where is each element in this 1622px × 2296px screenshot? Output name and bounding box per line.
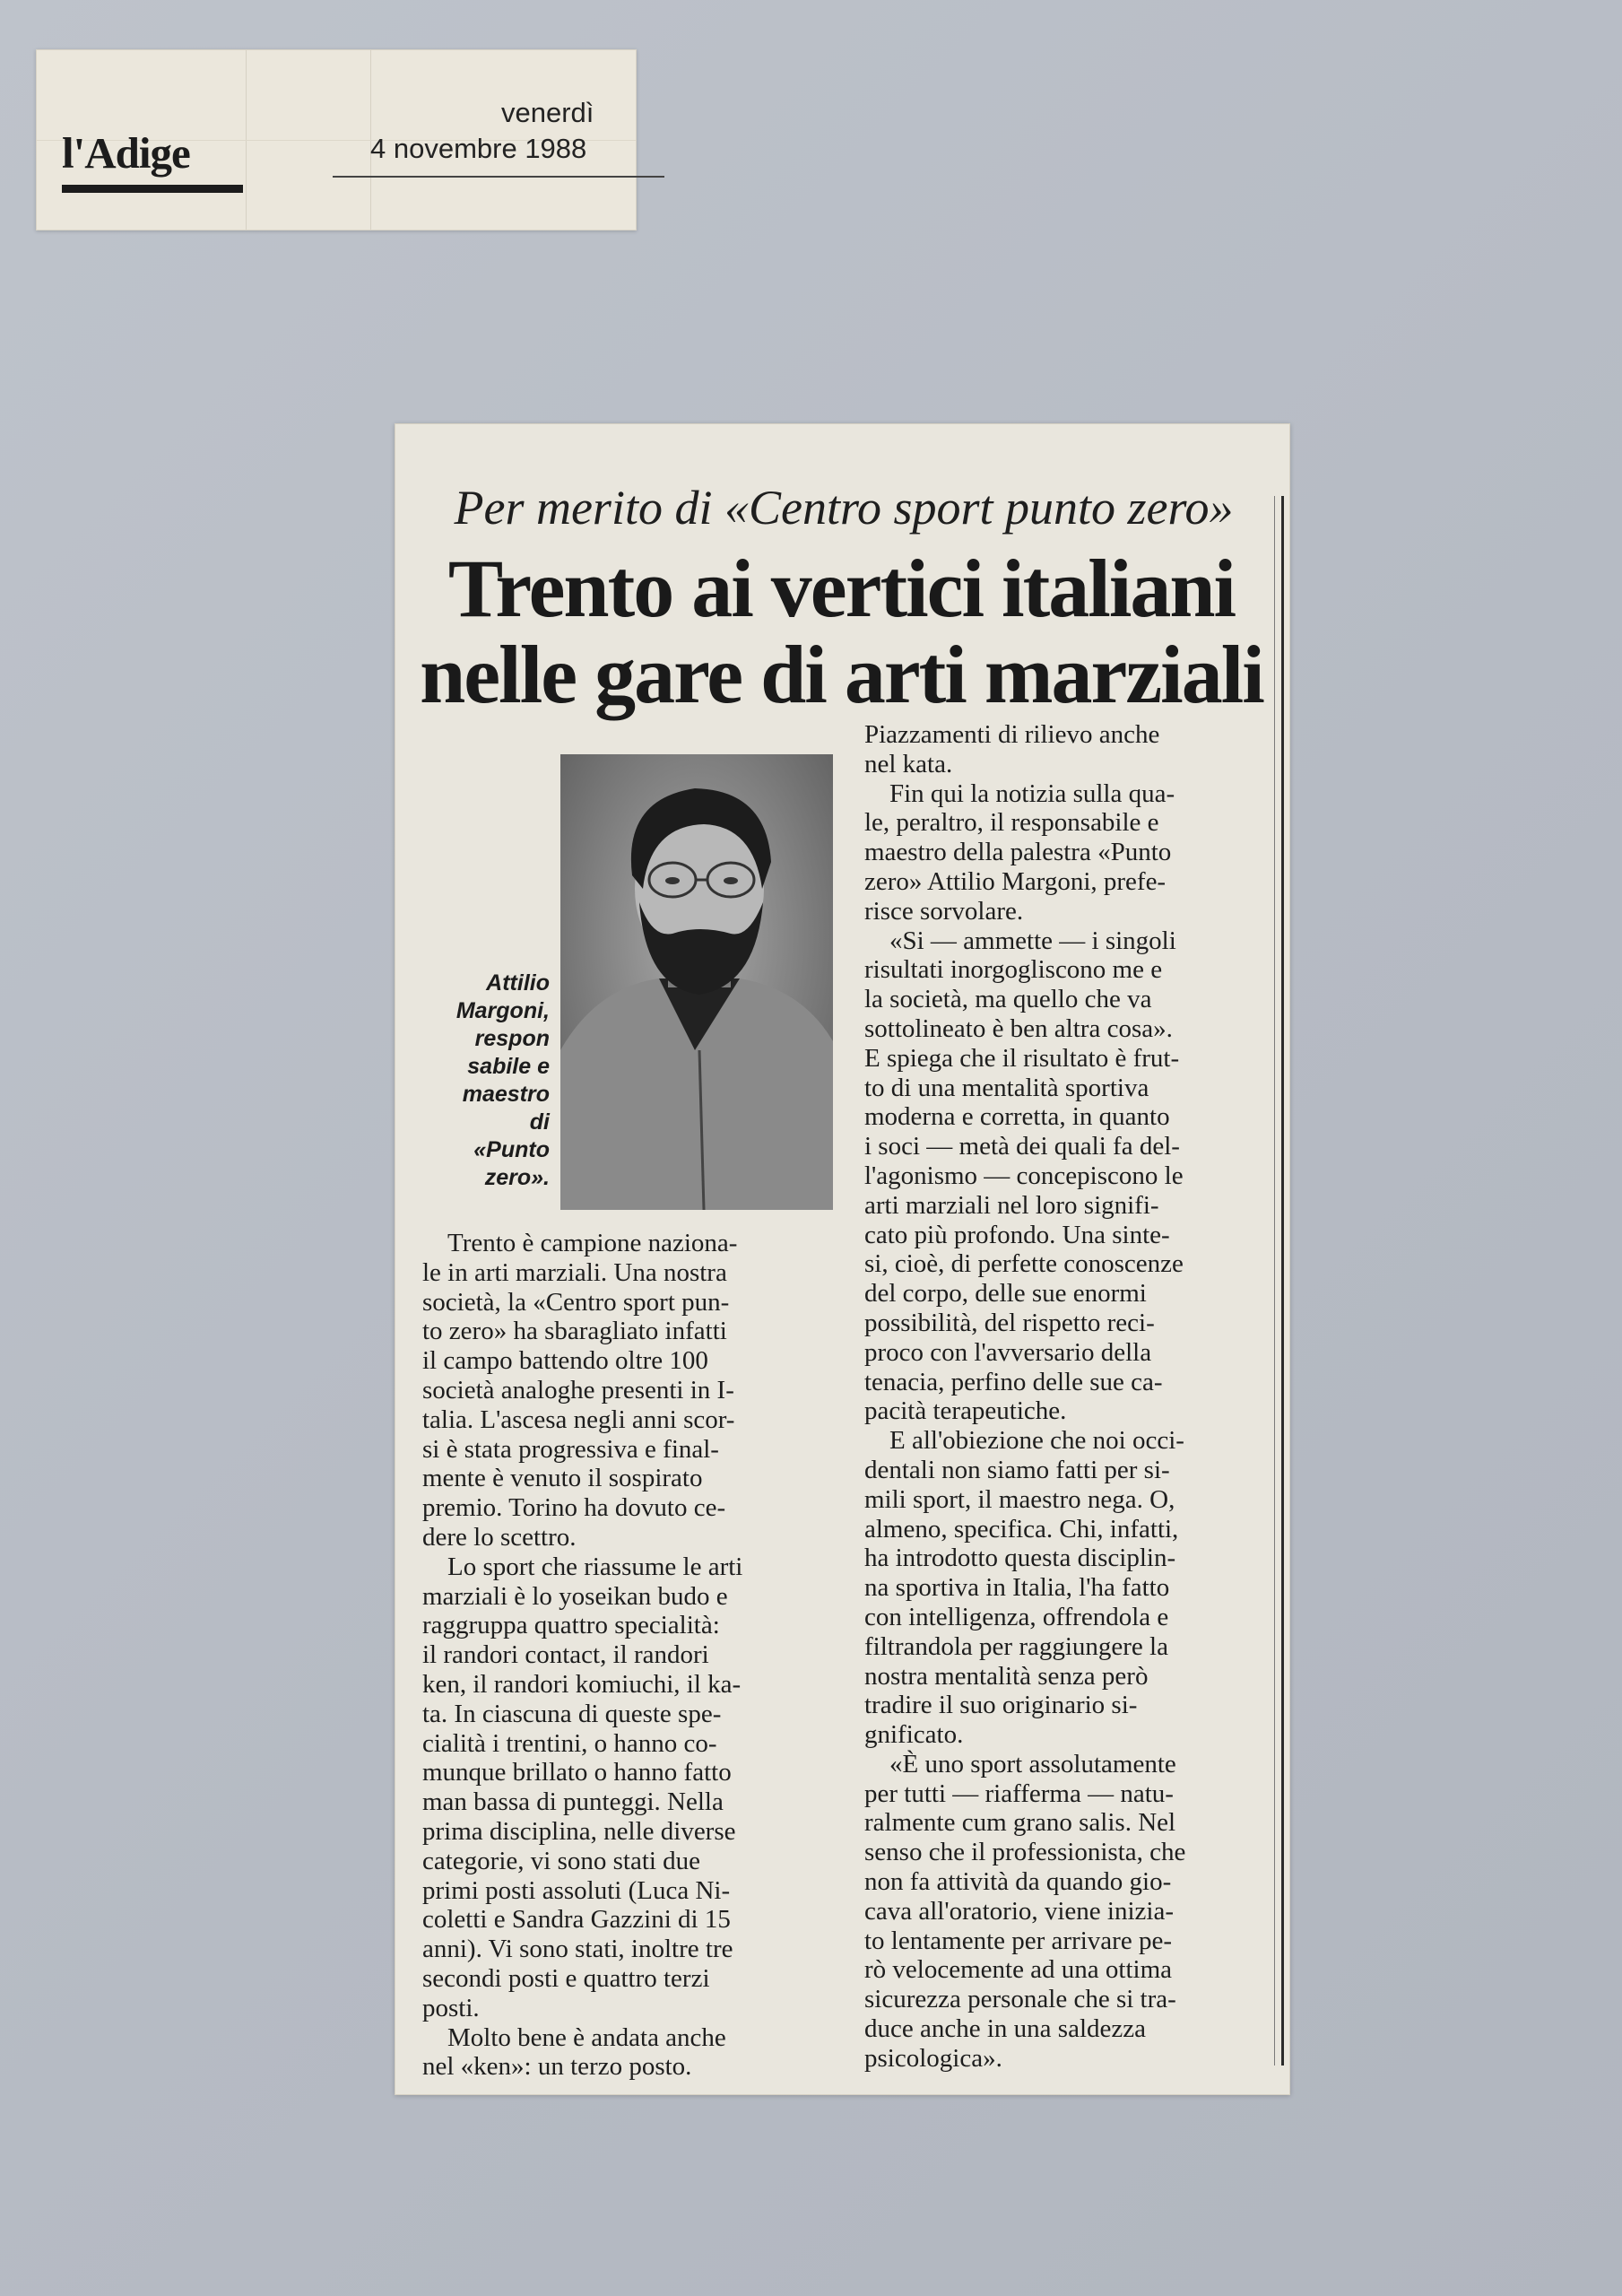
article-text-line: man bassa di punteggi. Nella bbox=[422, 1787, 724, 1817]
article-text-line: l'agonismo — concepiscono le bbox=[864, 1161, 1184, 1190]
article-text-line: ralmente cum grano salis. Nel bbox=[864, 1808, 1176, 1838]
article-text-line: prima disciplina, nelle diverse bbox=[422, 1816, 736, 1846]
article-text-line: del corpo, delle sue enormi bbox=[864, 1279, 1147, 1309]
article-text-line: pacità terapeutiche. bbox=[864, 1396, 1067, 1426]
article-text-line: ta. In ciascuna di queste spe- bbox=[422, 1699, 722, 1728]
article-text-line: raggruppa quattro specialità: bbox=[422, 1611, 720, 1640]
article-text-line: na sportiva in Italia, l'ha fatto bbox=[864, 1573, 1170, 1603]
article-text-line: ha introdotto questa disciplin- bbox=[864, 1544, 1176, 1573]
article-text-line: nel kata. bbox=[864, 749, 953, 778]
article-kicker: Per merito di «Centro sport punto zero» bbox=[454, 481, 1234, 535]
portrait-image bbox=[560, 754, 833, 1210]
article-text-line: marziali è lo yoseikan budo e bbox=[422, 1581, 728, 1611]
article-text-line: mente è venuto il sospirato bbox=[422, 1464, 703, 1493]
article-text-line: Piazzamenti di rilievo anche bbox=[864, 720, 1160, 749]
article-text-line: tradire il suo originario si- bbox=[864, 1691, 1138, 1720]
article-text-line: arti marziali nel loro signifi- bbox=[864, 1190, 1159, 1220]
article-text-line: si è stata progressiva e final- bbox=[422, 1434, 719, 1464]
column-rule bbox=[1281, 496, 1284, 2066]
caption-line: di bbox=[529, 1109, 550, 1135]
masthead-clipping bbox=[36, 49, 637, 230]
caption-line: zero». bbox=[484, 1165, 550, 1190]
publication-day: venerdì bbox=[501, 97, 594, 128]
article-text-line: anni). Vi sono stati, inoltre tre bbox=[422, 1935, 733, 1964]
article-text-line: Molto bene è andata anche bbox=[447, 2022, 726, 2052]
article-text-line: cialità i trentini, o hanno co- bbox=[422, 1728, 717, 1758]
article-text-line: con intelligenza, offrendola e bbox=[864, 1602, 1169, 1631]
article-text-line: dentali non siamo fatti per si- bbox=[864, 1455, 1170, 1484]
article-column-left bbox=[422, 1229, 835, 2082]
article-text-line: psicologica». bbox=[864, 2043, 1002, 2073]
article-text-line: sottolineato è ben altra cosa». bbox=[864, 1013, 1173, 1043]
article-text-line: premio. Torino ha dovuto ce- bbox=[422, 1493, 726, 1523]
article-text-line: per tutti — riafferma — natu- bbox=[864, 1779, 1174, 1808]
article-text-line: risultati inorgogliscono me e bbox=[864, 955, 1163, 985]
article-text-line: non fa attività da quando gio- bbox=[864, 1867, 1172, 1897]
article-text-line: le in arti marziali. Una nostra bbox=[422, 1257, 727, 1287]
article-text-line: si, cioè, di perfette conoscenze bbox=[864, 1249, 1184, 1279]
article-text-line: to lentamente per arrivare pe- bbox=[864, 1926, 1172, 1955]
article-column-right bbox=[864, 720, 1266, 2074]
article-text-line: proco con l'avversario della bbox=[864, 1337, 1152, 1367]
article-text-line: gnificato. bbox=[864, 1720, 964, 1750]
article-text-line: zero» Attilio Margoni, prefe- bbox=[864, 866, 1167, 896]
article-text-line: to di una mentalità sportiva bbox=[864, 1073, 1149, 1102]
article-text-line: nostra mentalità senza però bbox=[864, 1661, 1149, 1691]
article-text-line: società, la «Centro sport pun- bbox=[422, 1287, 730, 1317]
article-text-line: mili sport, il maestro nega. O, bbox=[864, 1484, 1175, 1514]
article-text-line: tenacia, perfino delle sue ca- bbox=[864, 1367, 1163, 1396]
article-text-line: munque brillato o hanno fatto bbox=[422, 1758, 732, 1787]
article-text-line: duce anche in una saldezza bbox=[864, 2014, 1146, 2044]
article-text-line: filtrandola per raggiungere la bbox=[864, 1631, 1168, 1661]
article-text-line: «È uno sport assolutamente bbox=[889, 1749, 1176, 1779]
article-text-line: Lo sport che riassume le arti bbox=[447, 1552, 743, 1581]
article-text-line: i soci — metà dei quali fa del- bbox=[864, 1132, 1180, 1161]
article-text-line: il randori contact, il randori bbox=[422, 1640, 709, 1670]
article-text-line: cava all'oratorio, viene inizia- bbox=[864, 1896, 1174, 1926]
article-text-line: ken, il randori komiuchi, il ka- bbox=[422, 1669, 742, 1699]
logo-underline bbox=[62, 185, 243, 193]
publication-date: 4 novembre 1988 bbox=[370, 133, 587, 164]
article-text-line: moderna e corretta, in quanto bbox=[864, 1102, 1170, 1132]
article-text-line: «Si — ammette — i singoli bbox=[889, 926, 1176, 955]
article-text-line: E all'obiezione che noi occi- bbox=[889, 1426, 1184, 1456]
article-text-line: rò velocemente ad una ottima bbox=[864, 1955, 1173, 1985]
caption-line: sabile e bbox=[467, 1054, 550, 1079]
article-headline bbox=[404, 545, 1279, 718]
article-text-line: Trento è campione naziona- bbox=[447, 1229, 738, 1257]
article-text-line: almeno, specifica. Chi, infatti, bbox=[864, 1514, 1179, 1544]
caption-line: Attilio bbox=[486, 970, 550, 996]
article-clipping bbox=[395, 423, 1290, 2095]
portrait-photo bbox=[560, 754, 833, 1210]
caption-line: maestro bbox=[462, 1082, 550, 1107]
newspaper-logo: l'Adige bbox=[62, 128, 190, 178]
article-text-line: talia. L'ascesa negli anni scor- bbox=[422, 1405, 735, 1434]
article-text-line: cato più profondo. Una sinte- bbox=[864, 1220, 1170, 1249]
caption-line: «Punto bbox=[473, 1137, 550, 1162]
column-rule bbox=[1274, 496, 1275, 2066]
article-text-line: dere lo scettro. bbox=[422, 1522, 577, 1552]
article-text-line: Fin qui la notizia sulla qua- bbox=[889, 778, 1175, 808]
article-text-line: la società, ma quello che va bbox=[864, 985, 1152, 1014]
article-text-line: posti. bbox=[422, 1993, 480, 2022]
article-text-line: categorie, vi sono stati due bbox=[422, 1846, 701, 1875]
article-text-line: possibilità, del rispetto reci- bbox=[864, 1308, 1155, 1337]
article-text-line: nel «ken»: un terzo posto. bbox=[422, 2052, 692, 2082]
article-text-line: primi posti assoluti (Luca Ni- bbox=[422, 1875, 731, 1905]
article-text-line: E spiega che il risultato è frut- bbox=[864, 1043, 1180, 1073]
headline-line: nelle gare di arti marziali bbox=[420, 629, 1263, 720]
photo-caption bbox=[413, 970, 550, 1192]
caption-line: respon bbox=[474, 1026, 550, 1051]
article-text-line: to zero» ha sbaragliato infatti bbox=[422, 1317, 727, 1346]
date-underline bbox=[333, 176, 664, 178]
article-text-line: sicurezza personale che si tra- bbox=[864, 1985, 1176, 2014]
article-text-line: secondi posti e quattro terzi bbox=[422, 1963, 710, 1993]
article-text-line: coletti e Sandra Gazzini di 15 bbox=[422, 1905, 731, 1935]
caption-line: Margoni, bbox=[455, 998, 550, 1023]
article-text-line: maestro della palestra «Punto bbox=[864, 838, 1172, 867]
article-text-line: le, peraltro, il responsabile e bbox=[864, 808, 1159, 838]
article-text-line: senso che il professionista, che bbox=[864, 1838, 1186, 1867]
article-text-line: società analoghe presenti in I- bbox=[422, 1375, 734, 1405]
article-text-line: il campo battendo oltre 100 bbox=[422, 1346, 708, 1376]
article-text-line: risce sorvolare. bbox=[864, 896, 1024, 926]
headline-line: Trento ai vertici italiani bbox=[447, 543, 1236, 634]
